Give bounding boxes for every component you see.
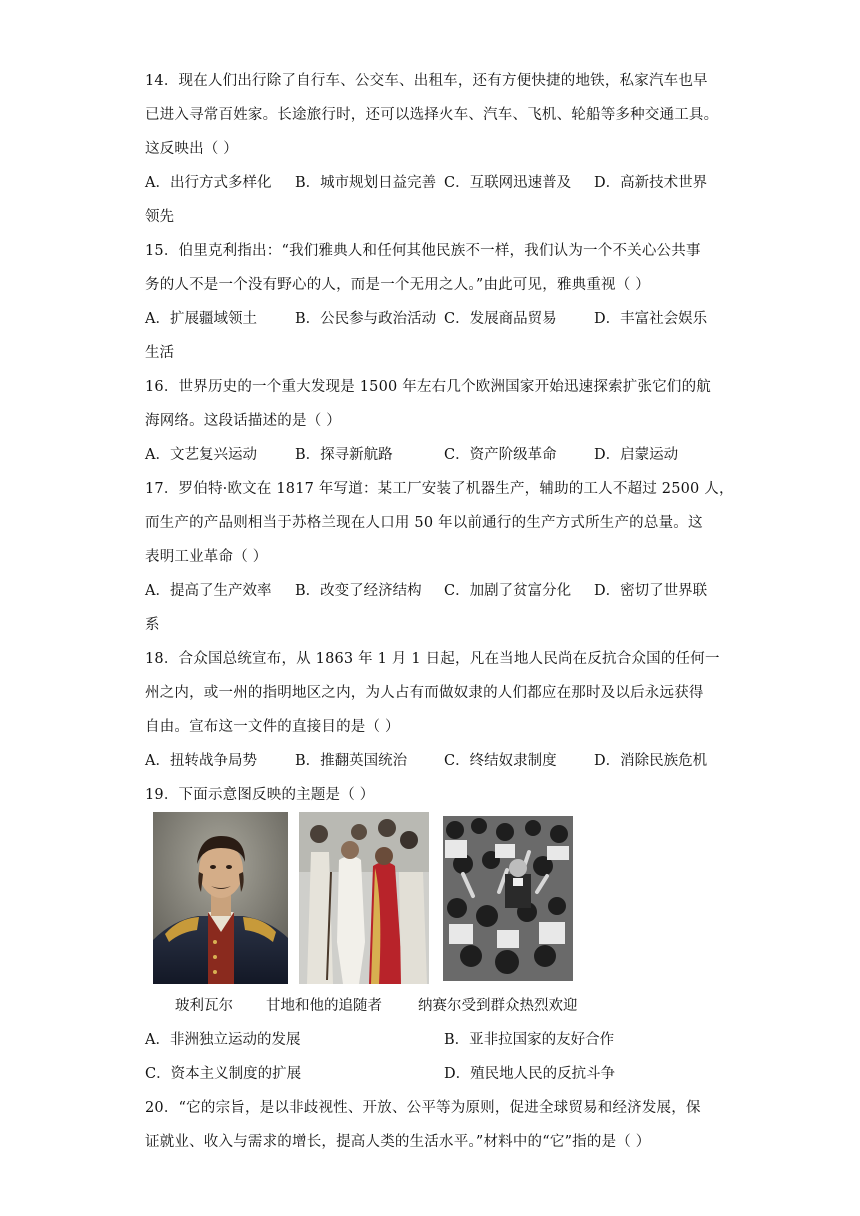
question-14-line-1: 14．现在人们出行除了自行车、公交车、出租车，还有方便快捷的地铁，私家汽车也早	[145, 73, 708, 89]
question-15-option-a: A．扩展疆域领土	[145, 311, 257, 327]
bolivar-portrait-illustration	[153, 812, 288, 984]
question-18-line-1: 18．合众国总统宣布，从 1863 年 1 月 1 日起，凡在当地人民尚在反抗合众国的任何一	[145, 651, 720, 667]
question-15-option-c: C．发展商品贸易	[444, 311, 557, 327]
question-18-option-c: C．终结奴隶制度	[444, 753, 557, 769]
question-15-line-2: 务的人不是一个没有野心的人，而是一个无用之人。”由此可见，雅典重视（ ）	[145, 277, 650, 293]
nasser-crowd-illustration	[443, 816, 573, 981]
question-17-line-2: 而生产的产品则相当于苏格兰现在人口用 50 年以前通行的生产方式所生产的总量。这	[145, 515, 703, 531]
question-16-option-c: C．资产阶级革命	[444, 447, 557, 463]
question-16-option-d: D．启蒙运动	[594, 447, 679, 463]
question-16-option-a: A．文艺复兴运动	[145, 447, 257, 463]
question-17-option-c: C．加剧了贫富分化	[444, 583, 572, 599]
question-19-option-c: C．资本主义制度的扩展	[145, 1066, 302, 1082]
caption-bolivar: 玻利瓦尔	[175, 998, 233, 1014]
question-20-line-1: 20．“它的宗旨，是以非歧视性、开放、公平等为原则，促进全球贸易和经济发展，保	[145, 1100, 701, 1116]
question-19-option-d: D．殖民地人民的反抗斗争	[444, 1066, 616, 1082]
question-17-line-3: 表明工业革命（ ）	[145, 549, 268, 565]
question-19-line-1: 19．下面示意图反映的主题是（ ）	[145, 787, 375, 803]
question-14-line-3: 这反映出（ ）	[145, 141, 239, 157]
question-14-option-b: B．城市规划日益完善	[295, 175, 437, 191]
question-15-line-1: 15．伯里克利指出：“我们雅典人和任何其他民族不一样，我们认为一个不关心公共事	[145, 243, 701, 259]
question-15-option-d-wrap: 生活	[145, 345, 174, 361]
question-19-option-a: A．非洲独立运动的发展	[145, 1032, 301, 1048]
bolivar-portrait-image	[153, 812, 288, 984]
question-18-option-b: B．推翻英国统治	[295, 753, 408, 769]
caption-nasser: 纳赛尔受到群众热烈欢迎	[418, 998, 578, 1014]
question-15-option-b: B．公民参与政治活动	[295, 311, 437, 327]
question-14-option-d: D．高新技术世界	[594, 175, 708, 191]
nasser-crowd-image	[443, 816, 573, 981]
question-14-line-2: 已进入寻常百姓家。长途旅行时，还可以选择火车、汽车、飞机、轮船等多种交通工具。	[145, 107, 719, 123]
question-14-option-d-wrap: 领先	[145, 209, 174, 225]
gandhi-followers-image	[299, 812, 429, 984]
question-16-option-b: B．探寻新航路	[295, 447, 393, 463]
question-18-option-d: D．消除民族危机	[594, 753, 708, 769]
question-14-option-a: A．出行方式多样化	[145, 175, 272, 191]
question-20-line-2: 证就业、收入与需求的增长，提高人类的生活水平。”材料中的“它”指的是（ ）	[145, 1134, 651, 1150]
question-18-line-3: 自由。宣布这一文件的直接目的是（ ）	[145, 719, 400, 735]
question-17-option-d-wrap: 系	[145, 617, 160, 633]
question-16-line-2: 海网络。这段话描述的是（ ）	[145, 413, 341, 429]
caption-gandhi: 甘地和他的追随者	[266, 998, 382, 1014]
question-18-option-a: A．扭转战争局势	[145, 753, 257, 769]
question-17-option-b: B．改变了经济结构	[295, 583, 422, 599]
question-15-option-d: D．丰富社会娱乐	[594, 311, 708, 327]
question-17-option-a: A．提高了生产效率	[145, 583, 272, 599]
question-16-line-1: 16．世界历史的一个重大发现是 1500 年左右几个欧洲国家开始迅速探索扩张它们的航	[145, 379, 711, 395]
question-17-line-1: 17．罗伯特·欧文在 1817 年写道：某工厂安装了机器生产，辅助的工人不超过 2500 人，	[145, 481, 734, 497]
gandhi-followers-illustration	[299, 812, 429, 984]
question-17-option-d: D．密切了世界联	[594, 583, 708, 599]
question-14-option-c: C．互联网迅速普及	[444, 175, 572, 191]
question-19-option-b: B．亚非拉国家的友好合作	[444, 1032, 615, 1048]
question-18-line-2: 州之内，或一州的指明地区之内，为人占有而做奴隶的人们都应在那时及以后永远获得	[145, 685, 704, 701]
